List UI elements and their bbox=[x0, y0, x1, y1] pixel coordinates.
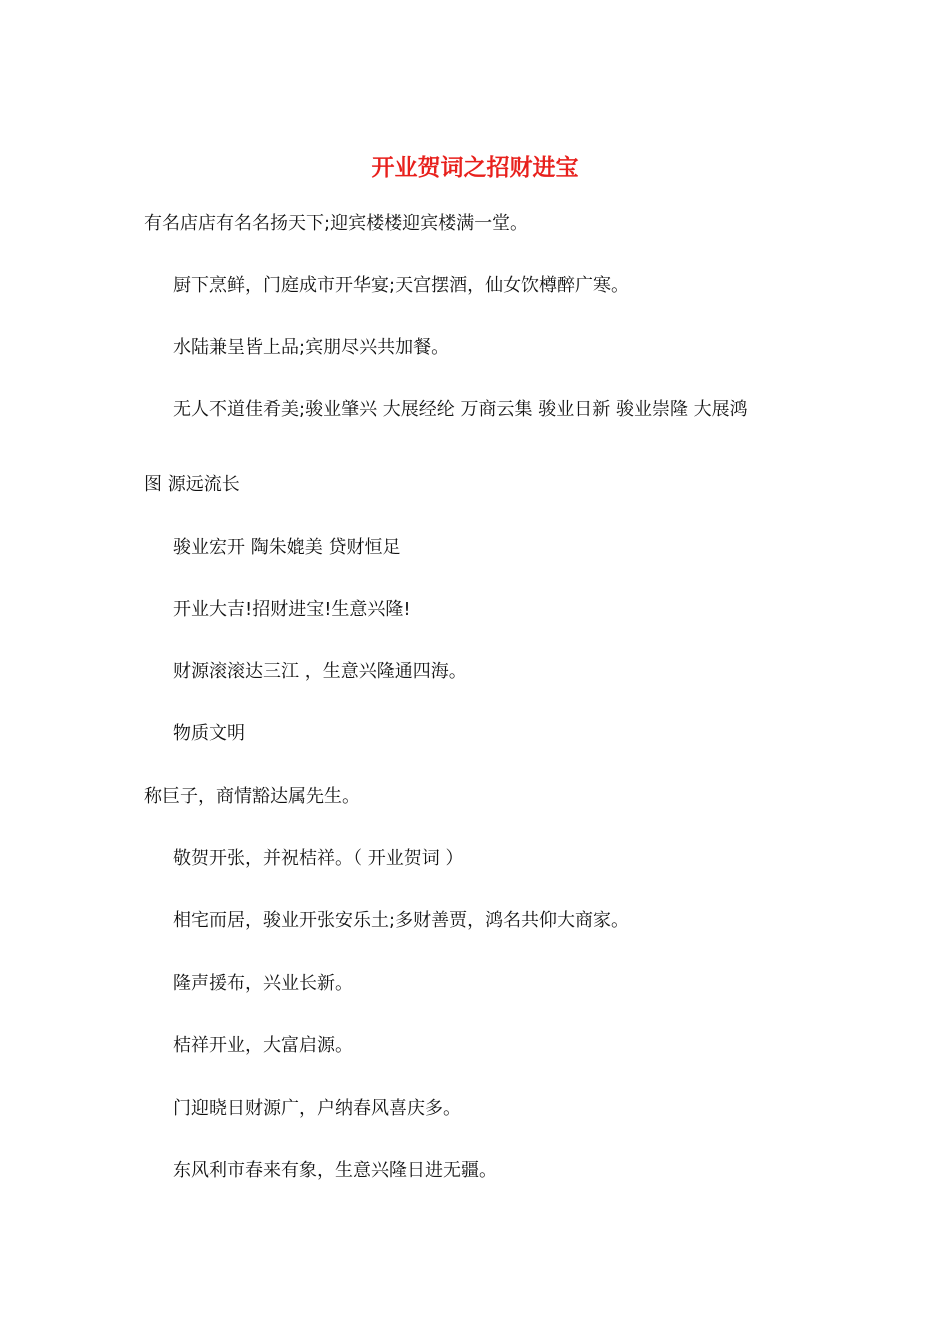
paragraph-line: 相宅而居，骏业开张安乐土;多财善贾，鸿名共仰大商家。 bbox=[173, 910, 630, 931]
paragraph-line: 桔祥开业，大富启源。 bbox=[173, 1035, 353, 1056]
paragraph-line: 骏业宏开 陶朱媲美 贷财恒足 bbox=[173, 537, 401, 558]
paragraph-line: 图 源远流长 bbox=[144, 474, 240, 495]
paragraph-line: 厨下烹鲜，门庭成市开华宴;天宫摆酒，仙女饮樽醉广寒。 bbox=[173, 275, 630, 296]
paragraph-line: 开业大吉!招财进宝!生意兴隆! bbox=[173, 599, 411, 620]
paragraph-line: 敬贺开张，并祝桔祥。（ 开业贺词 ） bbox=[173, 848, 464, 869]
paragraph-line: 水陆兼呈皆上品;宾朋尽兴共加餐。 bbox=[173, 337, 450, 358]
paragraph-line: 门迎晓日财源广，户纳春风喜庆多。 bbox=[173, 1098, 461, 1119]
document-title: 开业贺词之招财进宝 bbox=[371, 154, 579, 181]
paragraph-line: 隆声援布，兴业长新。 bbox=[173, 973, 353, 994]
paragraph-line: 称巨子，商情豁达属先生。 bbox=[144, 786, 360, 807]
paragraph-line: 无人不道佳肴美;骏业肇兴 大展经纶 万商云集 骏业日新 骏业崇隆 大展鸿 bbox=[173, 399, 748, 420]
paragraph-line: 物质文明 bbox=[173, 723, 245, 744]
paragraph-line: 财源滚滚达三江 ，生意兴隆通四海。 bbox=[173, 661, 467, 682]
paragraph-line: 东风利市春来有象，生意兴隆日进无疆。 bbox=[173, 1160, 497, 1181]
paragraph-line: 有名店店有名名扬天下;迎宾楼楼迎宾楼满一堂。 bbox=[144, 213, 529, 234]
